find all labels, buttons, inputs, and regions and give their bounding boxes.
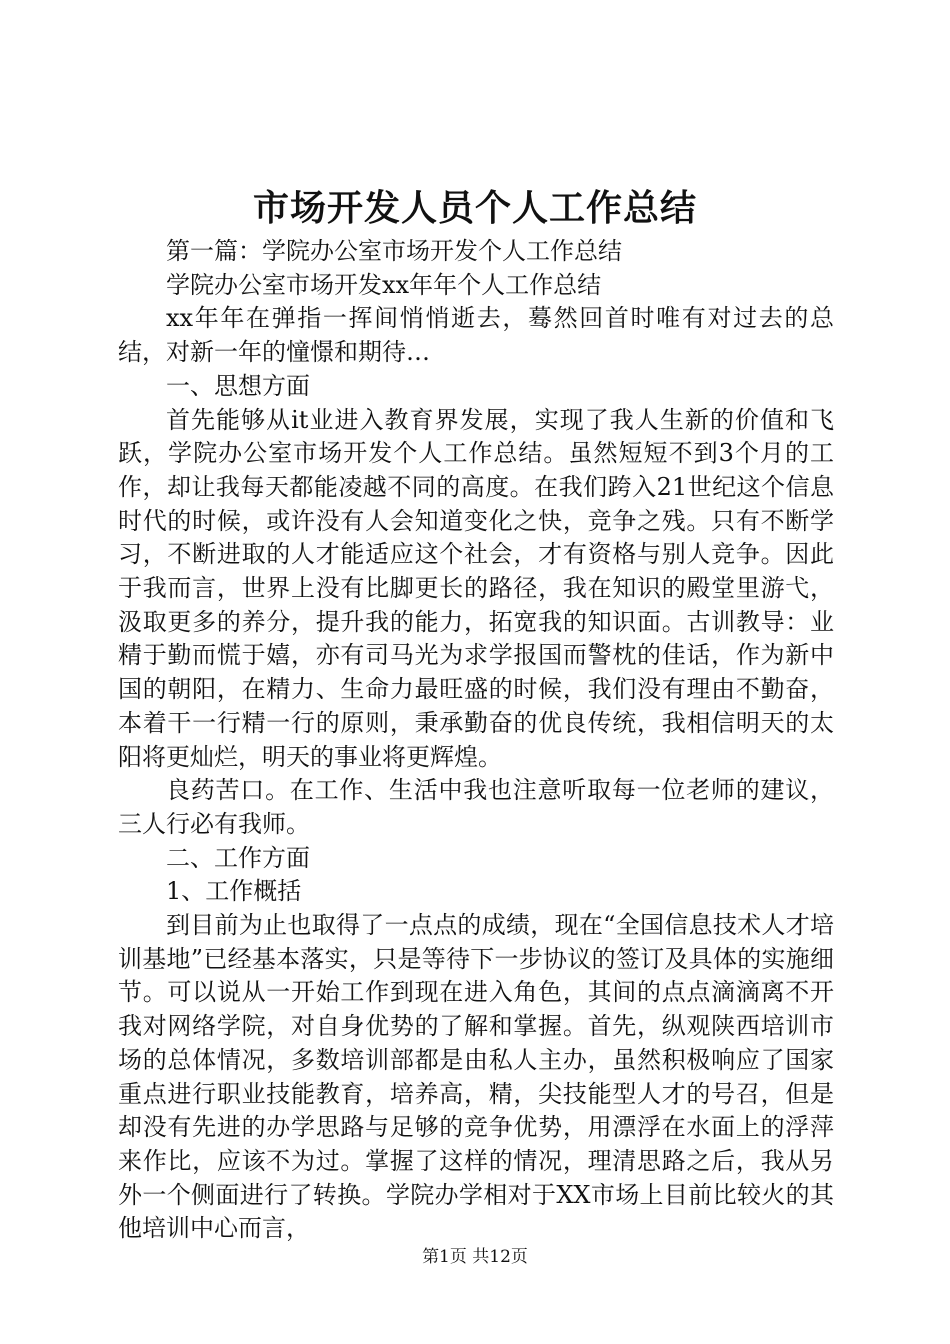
document-body <box>118 235 834 1246</box>
section-heading-thought: 一、思想方面 <box>166 371 310 400</box>
paragraph-advice: 良药苦口。在工作、生活中我也注意听取每一位老师的建议，三人行必有我师。 <box>118 776 834 838</box>
paragraph-subtitle: 学院办公室市场开发xx年年个人工作总结 <box>166 270 602 299</box>
document-title: 市场开发人员个人工作总结 <box>252 187 697 229</box>
paragraph-intro: xx年年在弹指一挥间悄悄逝去，蓦然回首时唯有对过去的总结，对新一年的憧憬和期待… <box>118 304 834 367</box>
paragraph-chapter-heading: 第一篇：学院办公室市场开发个人工作总结 <box>166 237 622 265</box>
paragraph-work-body: 到目前为止也取得了一点点的成绩，现在“全国信息技术人才培训基地”已经基本落实，只是等待下一步协议的签订及具体的实施细节。可以说从一开始工作到现在进入角色，其间的点点滴滴离不开我对网络学院，对自身优势的了解和掌握。首先，纵观陕西培训市场的总体情况，多数培训部都是由私人主办，虽然积极响应了国家重点进行职业技能教育，培养高，精，尖技能型人才的号召，但是却没有先进的办学思路与足够的竞争优势，用漂浮在水面上的浮萍来作比，应该不为过。掌握了这样的情况，理清思路之后，我从另外一个侧面进行了转换。学院办学相对于XX市场上目前比较火的其他培训中心而言， <box>118 911 834 1243</box>
subsection-heading-overview: 1、工作概括 <box>166 877 302 906</box>
page-footer: 第1页 共12页 <box>422 1247 528 1267</box>
section-heading-work: 二、工作方面 <box>166 843 310 872</box>
paragraph-thought-body: 首先能够从it业进入教育界发展，实现了我人生新的价值和飞跃，学院办公室市场开发个人工作总结。虽然短短不到3个月的工作，却让我每天都能凌越不同的高度。在我们跨入21世纪这个信息时代的时候，或许没有人会知道变化之快，竞争之残。只有不断学习，不断进取的人才能适应这个社会，才有资格与别人竞争。因此于我而言，世界上没有比脚更长的路径，我在知识的殿堂里游弋，汲取更多的养分，提升我的能力，拓宽我的知识面。古训教导：业精于勤而慌于嬉，亦有司马光为求学报国而警枕的佳话，作为新中国的朝阳，在精力、生命力最旺盛的时候，我们没有理由不勤奋，本着干一行精一行的原则，秉承勤奋的优良传统，我相信明天的太阳将更灿烂，明天的事业将更辉煌。 <box>118 405 834 771</box>
